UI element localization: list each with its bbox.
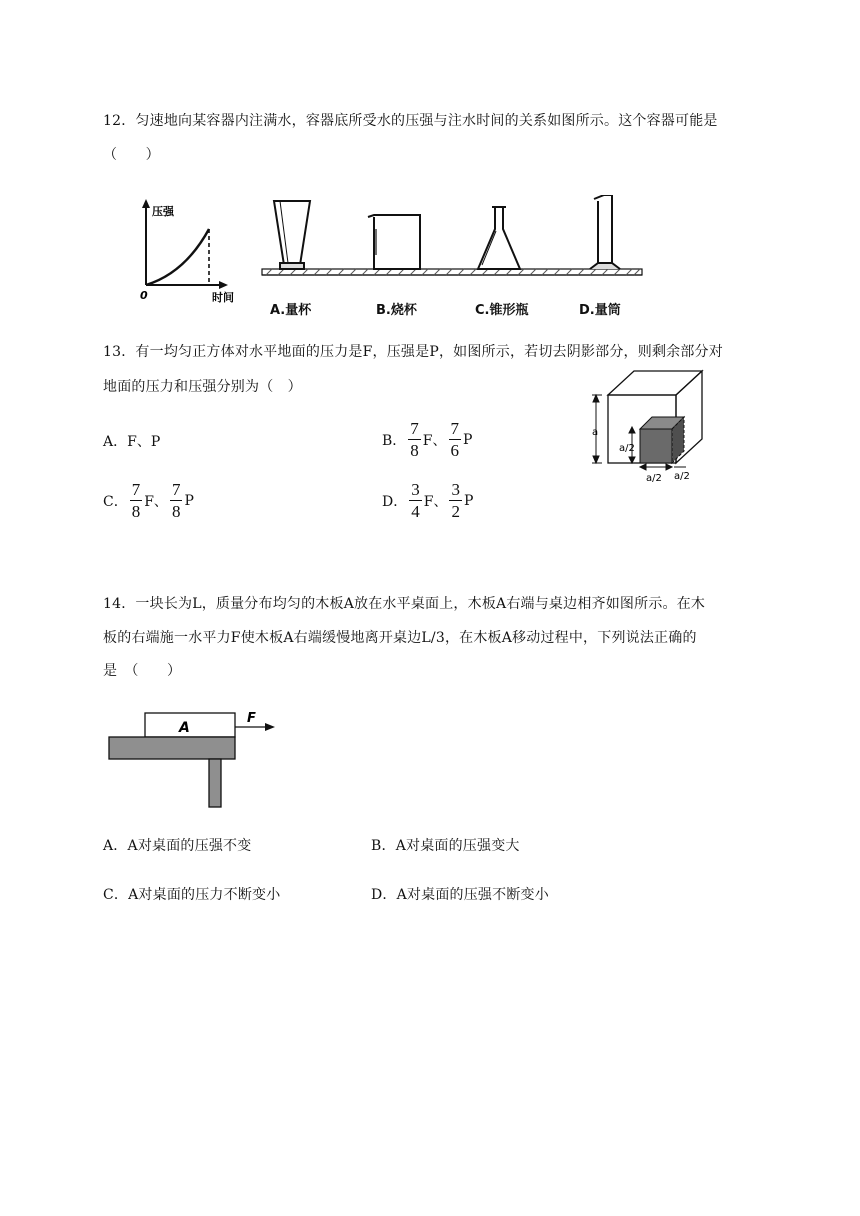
conical-flask-figure — [478, 207, 520, 269]
q14-stem-line2: 板的右端施一水平力F使木板A右端缓慢地离开桌边L/3，在木板A移动过程中，下列说法正确的 — [103, 630, 697, 646]
q14-option-c[interactable]: C．A对桌面的压力不断变小 — [103, 887, 281, 903]
q13-option-b[interactable]: B． $\frac{7}{8}$ F、 $\frac{7}{6}$ P — [382, 419, 473, 460]
graph-origin: 0 — [140, 289, 148, 302]
q13-stem-line2: 地面的压力和压强分别为（ ） — [103, 379, 302, 395]
cube-half-label-depth: a/2 — [674, 471, 690, 482]
force-label: F — [247, 711, 256, 726]
q12-stem-line1: 12．匀速地向某容器内注满水，容器底所受水的压强与注水时间的关系如图所示。这个容器可能是 — [103, 113, 718, 129]
container-label-d: D.量筒 — [579, 303, 621, 318]
q13-option-d[interactable]: D． $\frac{3}{4}$ F、 $\frac{3}{2}$ P — [382, 480, 474, 521]
q12-stem-line2: （ ） — [103, 147, 160, 163]
q13-cube-figure — [588, 365, 708, 490]
graph-xlabel: 时间 — [212, 291, 234, 304]
table-surface — [262, 269, 642, 275]
fraction: $\frac{7}{8}$ — [131, 480, 141, 521]
q13-stem-line1: 13．有一均匀正方体对水平地面的压力是F，压强是P，如图所示，若切去阴影部分，则剩余部分对 — [103, 344, 723, 360]
desk-leg — [209, 759, 221, 807]
fraction: $\frac{3}{2}$ — [451, 480, 460, 521]
container-label-c: C.锥形瓶 — [475, 303, 529, 318]
graduated-cylinder-figure — [590, 195, 620, 269]
q14-stem-line1: 14．一块长为L，质量分布均匀的木板A放在水平桌面上，木板A右端与桌边相齐如图所示。在木 — [103, 596, 706, 612]
cube-side-label: a — [592, 427, 599, 438]
pressure-time-graph — [140, 199, 234, 304]
desk-top — [109, 737, 235, 759]
cube-half-label-vertical: a/2 — [619, 443, 635, 454]
fraction: $\frac{7}{6}$ — [450, 419, 460, 460]
fraction: $\frac{7}{8}$ — [171, 480, 181, 521]
force-arrow — [265, 723, 275, 731]
fraction: $\frac{3}{4}$ — [411, 480, 420, 521]
container-label-b: B.烧杯 — [376, 303, 417, 318]
cube-half-label-width: a/2 — [646, 473, 662, 484]
board-label: A — [179, 720, 190, 736]
q14-option-d[interactable]: D．A对桌面的压强不断变小 — [371, 887, 549, 903]
graph-ylabel: 压强 — [152, 205, 174, 218]
q14-stem-line3: 是 （ ） — [103, 663, 182, 679]
beaker-figure — [368, 215, 420, 269]
q14-option-b[interactable]: B．A对桌面的压强变大 — [371, 838, 520, 854]
container-label-a: A.量杯 — [270, 303, 312, 318]
fraction: $\frac{7}{8}$ — [410, 419, 419, 460]
board-a — [145, 713, 235, 737]
q13-option-a[interactable]: A． F、P — [103, 434, 161, 450]
measuring-cup-figure — [274, 201, 310, 269]
shaded-block — [640, 417, 684, 463]
q14-option-a[interactable]: A．A对桌面的压强不变 — [103, 838, 252, 854]
q13-option-c[interactable]: C． $\frac{7}{8}$ F、 $\frac{7}{8}$ P — [103, 480, 194, 521]
q14-board-figure — [105, 705, 285, 815]
